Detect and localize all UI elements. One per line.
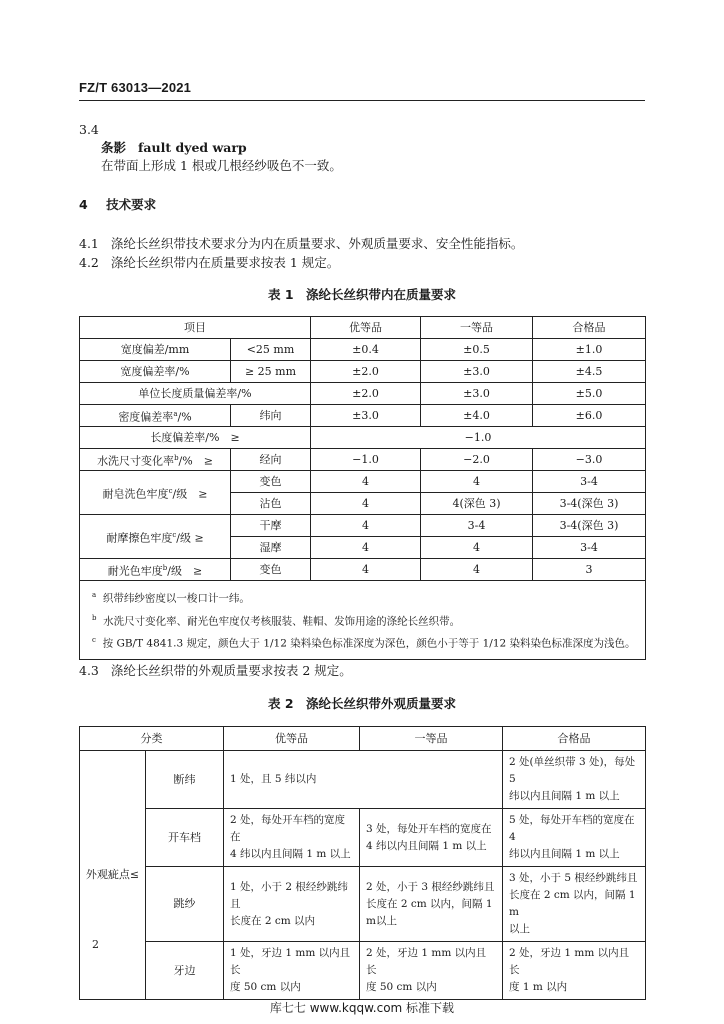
row-condition: ≥ 25 mm	[231, 361, 311, 383]
cell-value: ±3.0	[421, 383, 533, 405]
clause-4-1-number: 4.1	[79, 236, 99, 251]
cell-value: 4	[421, 471, 533, 493]
cell-value	[224, 867, 360, 942]
cell-value: 3-4(深色 3)	[533, 493, 646, 515]
row-label	[80, 515, 231, 559]
cell-line: 2 处，牙边 1 mm 以内且长	[366, 947, 487, 976]
cell-value: 4	[311, 537, 421, 559]
clause-4-3	[79, 662, 352, 679]
label-unit: /级 ≥	[167, 564, 203, 578]
cell-value: 3-4	[421, 515, 533, 537]
table-notes-row	[80, 581, 646, 660]
cell-line: 4 纬以内且间隔 1 m 以上	[230, 848, 351, 860]
row-condition: 变色	[231, 471, 311, 493]
label-unit: /级 ≥	[176, 531, 204, 545]
cell-value: ±0.4	[311, 339, 421, 361]
table-row	[80, 942, 646, 1000]
row-label	[80, 449, 231, 471]
table-row	[80, 809, 646, 867]
defect-name: 牙边	[146, 942, 224, 1000]
defect-name: 开车档	[146, 809, 224, 867]
clause-3-4-definition: 在带面上形成 1 根或几根经纱吸色不一致。	[101, 158, 342, 173]
header-grade-1: 优等品	[311, 317, 421, 339]
cell-value	[360, 809, 503, 867]
cell-line: 4 纬以内且间隔 1 m 以上	[366, 839, 487, 852]
term-cn: 条影	[101, 140, 127, 155]
cell-value: ±4.5	[533, 361, 646, 383]
note-mark: a	[92, 591, 97, 599]
label-unit: /%	[177, 410, 192, 424]
cell-value: 4	[421, 559, 533, 581]
clause-4-2-number: 4.2	[79, 255, 99, 270]
table-header-row	[80, 727, 646, 751]
cell-value: 1 处，且 5 纬以内	[224, 751, 503, 809]
table-header-row	[80, 317, 646, 339]
clause-4-3-text: 涤纶长丝织带的外观质量要求按表 2 规定。	[110, 663, 352, 678]
cell-line: 5 处，每处开车档的宽度在 4	[509, 814, 635, 843]
cell-value: ±4.0	[421, 405, 533, 427]
clause-4-3-number: 4.3	[79, 663, 99, 678]
cell-value: −3.0	[533, 449, 646, 471]
cell-value	[503, 942, 646, 1000]
cell-value: ±6.0	[533, 405, 646, 427]
table-row	[80, 405, 646, 427]
footnote-mark: b	[162, 563, 168, 572]
note-b	[92, 609, 637, 632]
cell-line: 长度在 2 cm 以内，间隔 1 m	[509, 889, 636, 918]
row-condition: 变色	[231, 559, 311, 581]
header-grade-3: 合格品	[533, 317, 646, 339]
table-row	[80, 383, 646, 405]
table2	[79, 726, 646, 1000]
cell-value: 3	[533, 559, 646, 581]
cell-value	[224, 942, 360, 1000]
cell-line: 2 处(单丝织带 3 处)，每处 5	[509, 756, 636, 785]
cell-line: 长度在 2 cm 以内	[230, 914, 316, 927]
header-grade-1: 优等品	[224, 727, 360, 751]
cell-line: 度 50 cm 以内	[366, 981, 437, 993]
cell-value: 3-4	[533, 471, 646, 493]
footnote-mark: c	[172, 530, 177, 539]
clause-4-2	[79, 254, 339, 271]
cell-value	[503, 809, 646, 867]
label-unit: /% ≥	[178, 454, 213, 468]
table-row	[80, 751, 646, 809]
cell-value: −1.0	[311, 427, 646, 449]
standard-code: FZ/T 63013—2021	[79, 80, 192, 95]
cell-line: 1 处，牙边 1 mm 以内且长	[230, 947, 351, 976]
table-row	[80, 339, 646, 361]
table-row	[80, 361, 646, 383]
cell-line: 1 处，小于 2 根经纱跳纬且	[230, 880, 348, 910]
cell-value: −2.0	[421, 449, 533, 471]
cell-value	[503, 867, 646, 942]
table-row	[80, 515, 646, 537]
label-text: 耐摩擦色牢度	[106, 531, 173, 545]
label-text: 水洗尺寸变化率	[97, 454, 175, 468]
row-condition: <25 mm	[231, 339, 311, 361]
header-grade-2: 一等品	[421, 317, 533, 339]
defect-name: 跳纱	[146, 867, 224, 942]
footnote-mark: b	[174, 453, 179, 462]
row-label: 宽度偏差率/%	[80, 361, 231, 383]
footnote-mark: a	[173, 409, 178, 418]
section-4-title: 技术要求	[106, 197, 157, 212]
header-grade-2: 一等品	[360, 727, 503, 751]
defect-name: 断纬	[146, 751, 224, 809]
header-item: 项目	[80, 317, 311, 339]
row-label: 宽度偏差/mm	[80, 339, 231, 361]
cell-line: 以上	[509, 923, 530, 935]
clause-4-1-text: 涤纶长丝织带技术要求分为内在质量要求、外观质量要求、安全性能指标。	[110, 236, 524, 251]
cell-value: ±5.0	[533, 383, 646, 405]
label-text: 耐光色牢度	[107, 564, 163, 578]
table1-caption: 表 1 涤纶长丝织带内在质量要求	[267, 287, 457, 302]
row-label: 单位长度质量偏差率/%	[80, 383, 311, 405]
row-condition: 干摩	[231, 515, 311, 537]
cell-line: 度 1 m 以内	[509, 981, 568, 993]
row-condition: 纬向	[231, 405, 311, 427]
cell-value: ±1.0	[533, 339, 646, 361]
table-row	[80, 559, 646, 581]
header-grade-3: 合格品	[503, 727, 646, 751]
term-en: fault dyed warp	[138, 140, 247, 155]
cell-value	[224, 809, 360, 867]
note-mark: c	[92, 636, 96, 644]
table2-caption: 表 2 涤纶长丝织带外观质量要求	[267, 696, 457, 711]
note-mark: b	[92, 613, 97, 622]
cell-line: 长度在 2 cm 以内，间隔 1	[366, 897, 493, 910]
table-row	[80, 867, 646, 942]
cell-line: m以上	[366, 914, 397, 927]
cell-value: 4	[421, 537, 533, 559]
table-row	[80, 449, 646, 471]
row-label: 长度偏差率/% ≥	[80, 427, 311, 449]
site-footer: 库七七 www.kqqw.com 标准下载	[269, 1001, 455, 1015]
label-text: 耐皂洗色牢度	[102, 487, 169, 501]
clause-3-4-number: 3.4	[79, 122, 99, 137]
table-row	[80, 427, 646, 449]
group-label: 外观疵点≤	[80, 751, 146, 1000]
row-label	[80, 471, 231, 515]
clause-3-4-term	[101, 139, 247, 156]
cell-value: ±0.5	[421, 339, 533, 361]
note-text: 按 GB/T 4841.3 规定，颜色大于 1/12 染料染色标准深度为深色，颜色小于等于 1/12 染料染色标准深度为浅色。	[102, 637, 636, 650]
cell-value	[503, 751, 646, 809]
row-label	[80, 405, 231, 427]
clause-4-2-text: 涤纶长丝织带内在质量要求按表 1 规定。	[110, 255, 340, 270]
table-row	[80, 471, 646, 493]
cell-value: ±3.0	[421, 361, 533, 383]
cell-value: 4(深色 3)	[421, 493, 533, 515]
cell-line: 2 处，牙边 1 mm 以内且长	[509, 947, 630, 976]
cell-value: ±3.0	[311, 405, 421, 427]
page-number: 2	[92, 938, 99, 951]
cell-value	[360, 867, 503, 942]
row-condition: 沾色	[231, 493, 311, 515]
header-category: 分类	[80, 727, 224, 751]
cell-value: 3-4	[533, 537, 646, 559]
table1	[79, 316, 646, 660]
header-rule	[79, 100, 645, 101]
cell-value: 4	[311, 515, 421, 537]
cell-value: ±2.0	[311, 361, 421, 383]
row-condition: 湿摩	[231, 537, 311, 559]
note-c	[92, 631, 637, 654]
section-4-heading	[79, 196, 156, 213]
cell-line: 2 处，每处开车档的宽度在	[230, 814, 346, 843]
note-text: 水洗尺寸变化率、耐光色牢度仅考核服装、鞋帽、发饰用途的涤纶长丝织带。	[103, 615, 461, 627]
footnote-mark: c	[168, 486, 173, 495]
cell-value: 4	[311, 493, 421, 515]
cell-value: 4	[311, 559, 421, 581]
section-4-number: 4	[79, 197, 88, 212]
cell-value: 4	[311, 471, 421, 493]
label-text: 密度偏差率	[118, 410, 174, 424]
cell-line: 2 处，小于 3 根经纱跳纬且	[366, 880, 495, 893]
cell-line: 纬以内且间隔 1 m 以上	[509, 848, 620, 860]
row-label	[80, 559, 231, 581]
note-text: 织带纬纱密度以一梭口计一纬。	[102, 592, 250, 605]
cell-value: −1.0	[311, 449, 421, 471]
cell-value: ±2.0	[311, 383, 421, 405]
cell-value	[360, 942, 503, 1000]
cell-line: 3 处，小于 5 根经纱跳纬且	[509, 872, 638, 884]
cell-line: 3 处，每处开车档的宽度在	[366, 822, 492, 835]
note-a	[92, 586, 637, 609]
clause-4-1	[79, 235, 523, 252]
cell-line: 度 50 cm 以内	[230, 981, 301, 993]
table1-notes	[80, 581, 646, 660]
label-unit: /级 ≥	[172, 487, 208, 501]
cell-value: 3-4(深色 3)	[533, 515, 646, 537]
cell-line: 纬以内且间隔 1 m 以上	[509, 790, 620, 802]
row-condition: 经向	[231, 449, 311, 471]
